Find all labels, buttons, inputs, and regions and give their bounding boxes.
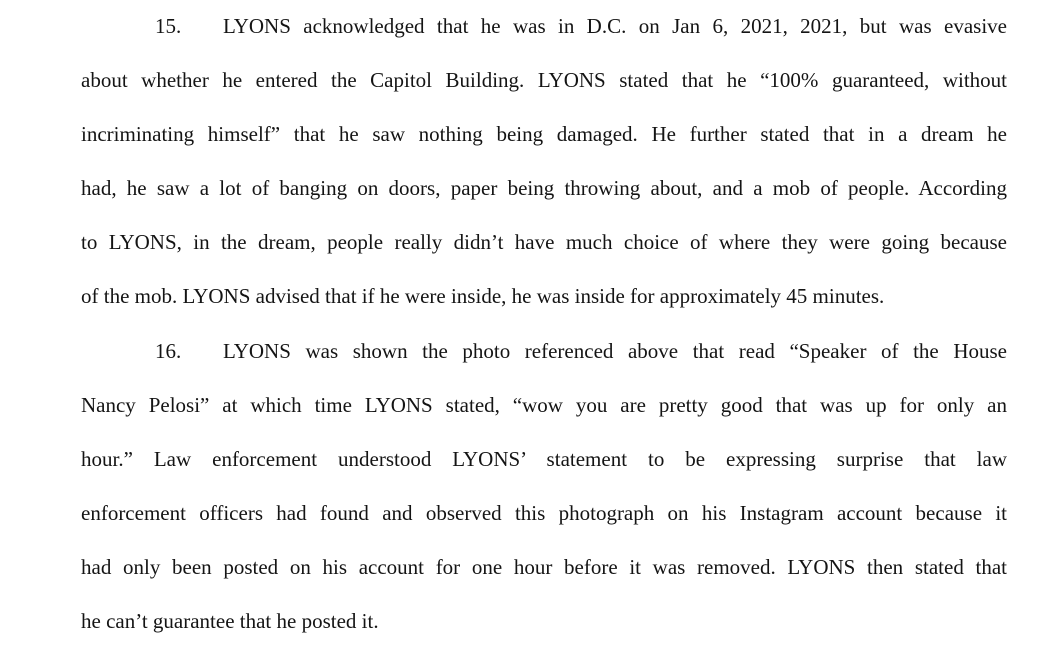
paragraph-15-line-6: of the mob. LYONS advised that if he were inside, he was inside for approximately 45 minutes. (81, 284, 885, 308)
paragraph-16-line-2: Nancy Pelosi” at which time LYONS stated, “wow you are pretty good that was up for only an (81, 393, 1007, 417)
paragraph-16-line-3: hour.” Law enforcement understood LYONS’ statement to be expressing surprise that law (81, 447, 1007, 471)
paragraph-text: LYONS acknowledged that he was in D.C. on Jan 6, 2021, 2021, but was evasive (223, 14, 1007, 38)
paragraph-16-line-6: he can’t guarantee that he posted it. (81, 609, 379, 633)
paragraph-15-line-5: to LYONS, in the dream, people really didn’t have much choice of where they were going because (81, 230, 1007, 254)
paragraph-15-line-3: incriminating himself” that he saw nothing being damaged. He further stated that in a dream he (81, 122, 1007, 146)
paragraph-15-line-1 (155, 13, 1007, 39)
paragraph-16-line-5: had only been posted on his account for one hour before it was removed. LYONS then stated that (81, 555, 1007, 579)
paragraph-16-line-1 (155, 338, 1007, 364)
paragraph-16-line-4: enforcement officers had found and observed this photograph on his Instagram account because it (81, 501, 1007, 525)
paragraph-number: 15. (155, 14, 182, 38)
paragraph-15-line-4: had, he saw a lot of banging on doors, paper being throwing about, and a mob of people. According (81, 176, 1007, 200)
paragraph-text: LYONS was shown the photo referenced above that read “Speaker of the House (223, 339, 1007, 363)
paragraph-number: 16. (155, 339, 182, 363)
paragraph-15-line-2: about whether he entered the Capitol Building. LYONS stated that he “100% guaranteed, without (81, 68, 1007, 92)
